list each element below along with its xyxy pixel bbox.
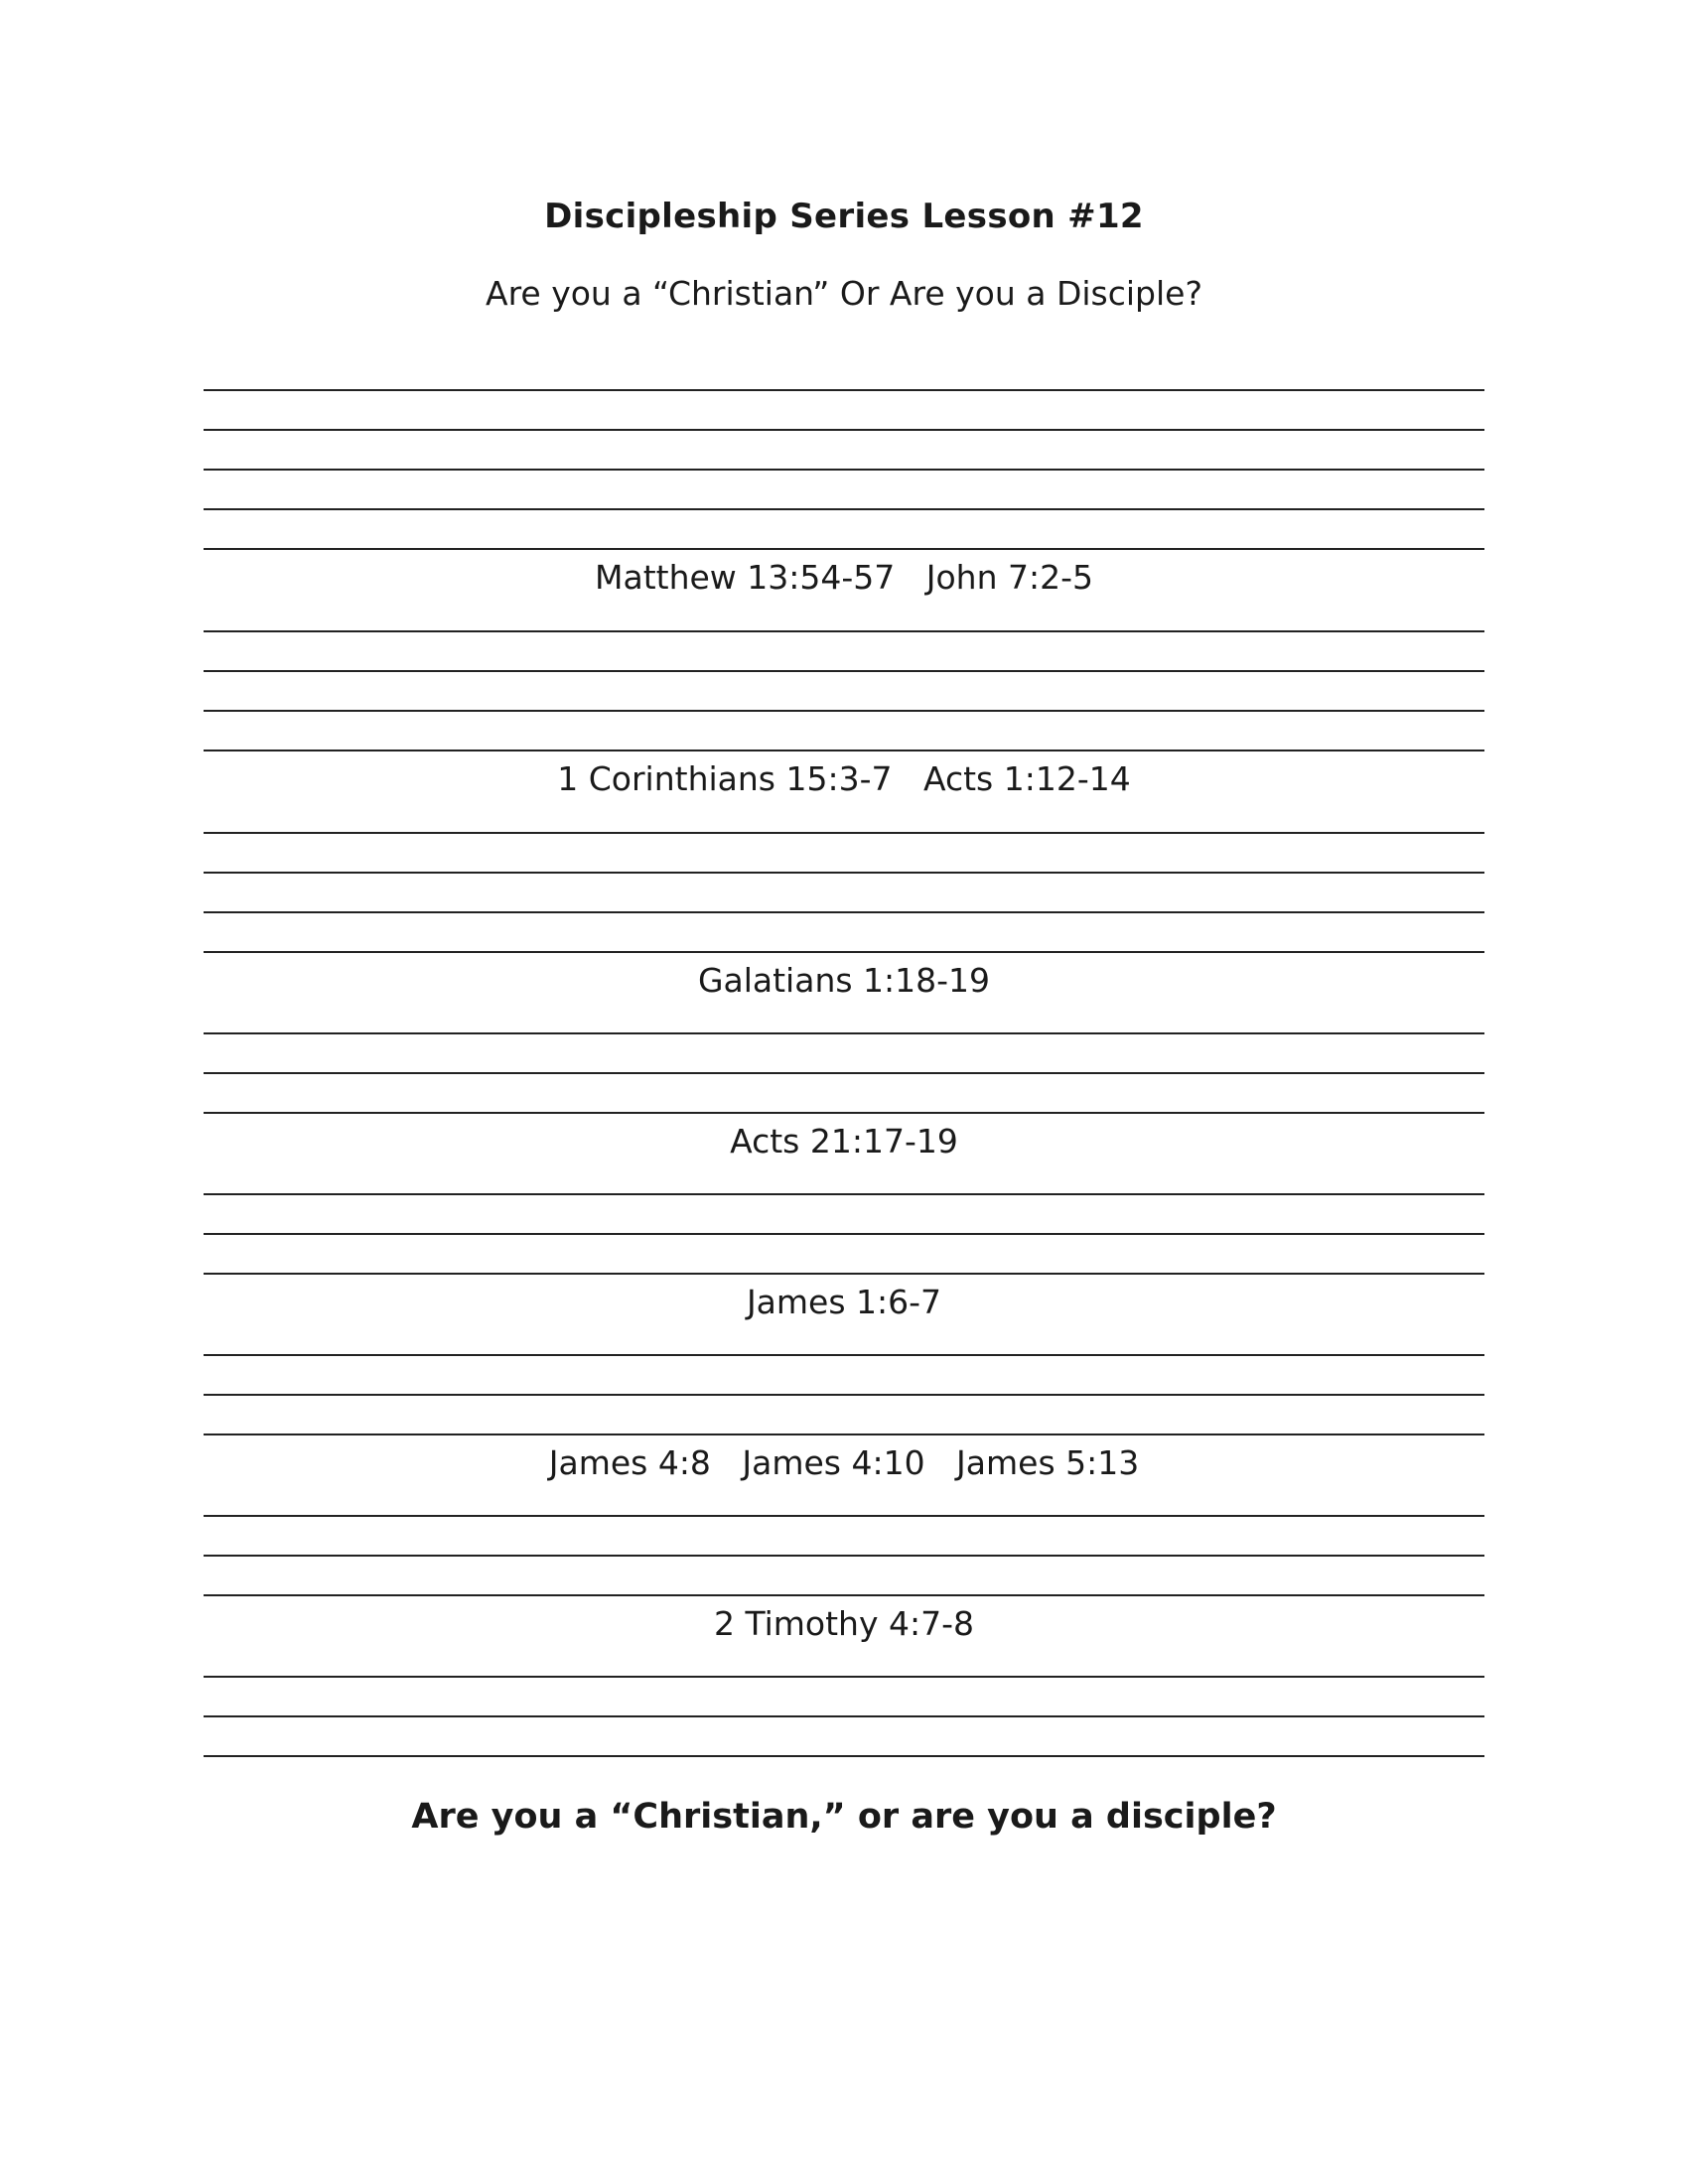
writing-line <box>204 469 1484 471</box>
writing-line <box>204 1233 1484 1235</box>
scripture-reference: James 4:8 James 4:10 James 5:13 <box>548 1443 1140 1482</box>
writing-line <box>204 1354 1484 1356</box>
writing-line <box>204 750 1484 751</box>
writing-line <box>204 1273 1484 1275</box>
scripture-reference: 1 Corinthians 15:3-7 Acts 1:12-14 <box>557 759 1131 798</box>
writing-line <box>204 548 1484 550</box>
writing-line <box>204 1193 1484 1195</box>
writing-line <box>204 1755 1484 1757</box>
writing-line <box>204 1433 1484 1435</box>
writing-line <box>204 1112 1484 1114</box>
writing-line <box>204 1555 1484 1557</box>
scripture-reference: Acts 21:17-19 <box>730 1122 958 1160</box>
writing-line <box>204 1072 1484 1074</box>
page-subtitle: Are you a “Christian” Or Are you a Disciple? <box>486 274 1202 313</box>
writing-line <box>204 389 1484 391</box>
writing-line <box>204 670 1484 672</box>
writing-line <box>204 630 1484 632</box>
scripture-reference: 2 Timothy 4:7-8 <box>713 1604 975 1643</box>
writing-line <box>204 1676 1484 1678</box>
closing-question: Are you a “Christian,” or are you a disciple? <box>411 1797 1277 1837</box>
writing-line <box>204 429 1484 431</box>
writing-line <box>204 951 1484 953</box>
writing-line <box>204 832 1484 834</box>
scripture-reference: Galatians 1:18-19 <box>697 961 991 1000</box>
writing-line <box>204 710 1484 712</box>
writing-line <box>204 1715 1484 1717</box>
writing-line <box>204 1032 1484 1034</box>
writing-line <box>204 872 1484 874</box>
writing-line <box>204 911 1484 913</box>
scripture-reference: James 1:6-7 <box>746 1283 942 1321</box>
writing-line <box>204 1594 1484 1596</box>
writing-line <box>204 508 1484 510</box>
scripture-reference: Matthew 13:54-57 John 7:2-5 <box>595 558 1093 597</box>
writing-line <box>204 1515 1484 1517</box>
page-title: Discipleship Series Lesson #12 <box>544 197 1144 236</box>
writing-line <box>204 1394 1484 1396</box>
